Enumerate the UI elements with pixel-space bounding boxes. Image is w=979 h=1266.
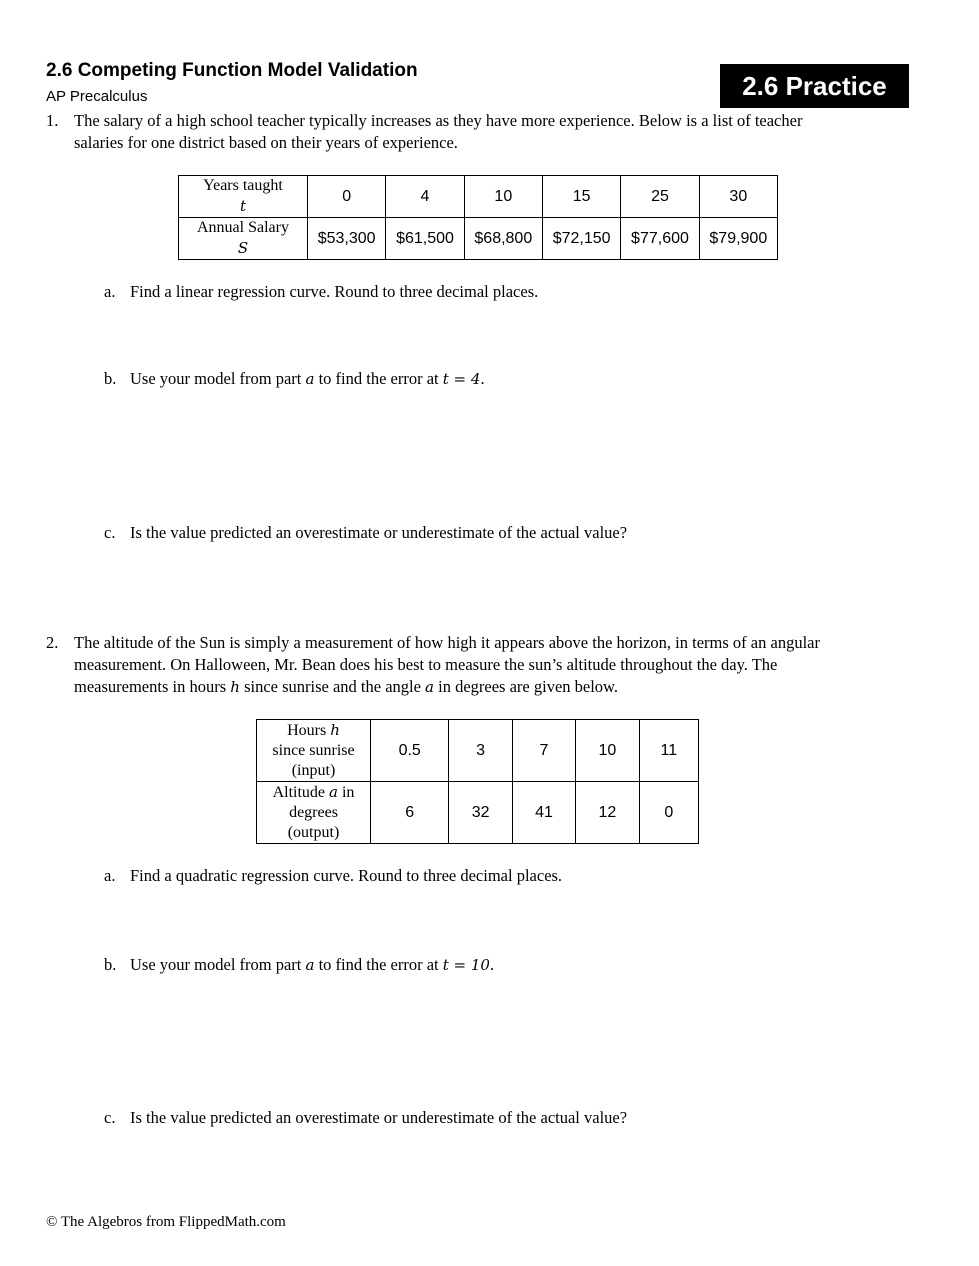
question-1-number: 1.: [46, 111, 59, 130]
line-text: since sunrise and the angle: [239, 677, 426, 696]
practice-badge-label: 2.6 Practice: [742, 70, 887, 101]
table-cell: 6: [371, 782, 449, 844]
part-text: Is the value predicted an overestimate or underestimate of the actual value?: [130, 523, 628, 542]
part-text: to find the error at: [314, 369, 443, 388]
question-1c: [104, 523, 627, 543]
row-header-line: degrees: [289, 804, 338, 821]
table-cell: $61,500: [386, 218, 464, 260]
row-header-label: Years taught: [203, 177, 283, 194]
question-2-line-1: The altitude of the Sun is simply a measurement of how high it appears above the horizon, in terms of an angular: [74, 633, 820, 652]
part-text: Use your model from part: [130, 955, 306, 974]
part-letter: c.: [104, 1108, 116, 1127]
part-letter: a.: [104, 282, 116, 301]
table-cell: 41: [512, 782, 575, 844]
variable-h: h: [330, 721, 340, 739]
row-header-hours: [257, 720, 371, 782]
part-letter: b.: [104, 955, 117, 974]
line-text: measurements in hours: [74, 677, 231, 696]
variable-a: a: [305, 370, 315, 388]
row-header-line: [257, 782, 370, 803]
question-2-number: 2.: [46, 633, 59, 652]
table-cell: 32: [449, 782, 512, 844]
part-text: to find the error at: [314, 955, 443, 974]
practice-badge: [720, 64, 909, 108]
part-letter: a.: [104, 866, 116, 885]
question-1b: [104, 369, 485, 389]
row-header-text: in: [337, 784, 355, 801]
part-letter: c.: [104, 523, 116, 542]
table-cell: 11: [639, 720, 698, 782]
part-text: Is the value predicted an overestimate or underestimate of the actual value?: [130, 1108, 628, 1127]
table-cell: 10: [464, 176, 542, 218]
variable-s: S: [237, 239, 249, 257]
salary-table: [178, 175, 778, 260]
table-cell: $68,800: [464, 218, 542, 260]
table-cell: 25: [621, 176, 699, 218]
part-text: Find a linear regression curve. Round to three decimal places.: [130, 282, 539, 301]
table-cell: 0: [308, 176, 386, 218]
row-header-altitude: [257, 782, 371, 844]
question-1a: [104, 282, 538, 302]
variable-a: a: [425, 678, 434, 696]
question-2-line-2: measurement. On Halloween, Mr. Bean does his best to measure the sun’s altitude throughout the day. The: [74, 655, 778, 674]
table-cell: 10: [576, 720, 639, 782]
table-row: [179, 218, 778, 260]
row-header-line: (input): [291, 762, 336, 779]
table-cell: 0.5: [371, 720, 449, 782]
table-cell: 3: [449, 720, 512, 782]
table-cell: 30: [699, 176, 777, 218]
row-header-text: Altitude: [272, 784, 330, 801]
line-text: in degrees are given below.: [434, 677, 619, 696]
table-row: [257, 782, 699, 844]
variable-h: h: [230, 678, 240, 696]
row-header-years: [179, 176, 308, 218]
row-header-label: Annual Salary: [197, 219, 289, 236]
question-2a: [104, 866, 562, 886]
question-2c: [104, 1108, 627, 1128]
table-cell: $79,900: [699, 218, 777, 260]
table-cell: 7: [512, 720, 575, 782]
table-row: [179, 176, 778, 218]
variable-t: t: [239, 197, 247, 215]
equation: t = 10: [442, 956, 490, 974]
variable-a: a: [329, 783, 338, 801]
question-2: [46, 632, 946, 698]
worksheet-title: 2.6 Competing Function Model Validation: [46, 60, 418, 81]
altitude-table: [256, 719, 699, 844]
row-header-line: (output): [287, 824, 340, 841]
footer-copyright: © The Algebros from FlippedMath.com: [46, 1214, 286, 1230]
table-cell: 15: [542, 176, 620, 218]
question-2-text: [74, 632, 820, 698]
row-header-line: [257, 720, 370, 741]
table-cell: 4: [386, 176, 464, 218]
part-text: .: [489, 955, 495, 974]
question-1-line-1: The salary of a high school teacher typically increases as they have more experience. Below is a list of teacher: [74, 111, 803, 130]
row-header-salary: [179, 218, 308, 260]
question-1-text: [74, 110, 802, 154]
table-cell: 0: [639, 782, 698, 844]
row-header-line: since sunrise: [272, 742, 355, 759]
course-name: AP Precalculus: [46, 88, 148, 105]
table-cell: $77,600: [621, 218, 699, 260]
table-cell: $72,150: [542, 218, 620, 260]
table-row: [257, 720, 699, 782]
question-2b: [104, 955, 494, 975]
part-text: .: [480, 369, 485, 388]
question-2-line-3: [74, 676, 820, 698]
part-letter: b.: [104, 369, 117, 388]
question-1-line-2: salaries for one district based on their years of experience.: [74, 133, 458, 152]
part-text: Find a quadratic regression curve. Round to three decimal places.: [130, 866, 563, 885]
question-1: [46, 110, 946, 154]
part-text: Use your model from part: [130, 369, 306, 388]
variable-a: a: [305, 956, 315, 974]
table-cell: 12: [576, 782, 639, 844]
equation: t = 4: [442, 370, 481, 388]
table-cell: $53,300: [308, 218, 386, 260]
row-header-text: Hours: [287, 722, 331, 739]
